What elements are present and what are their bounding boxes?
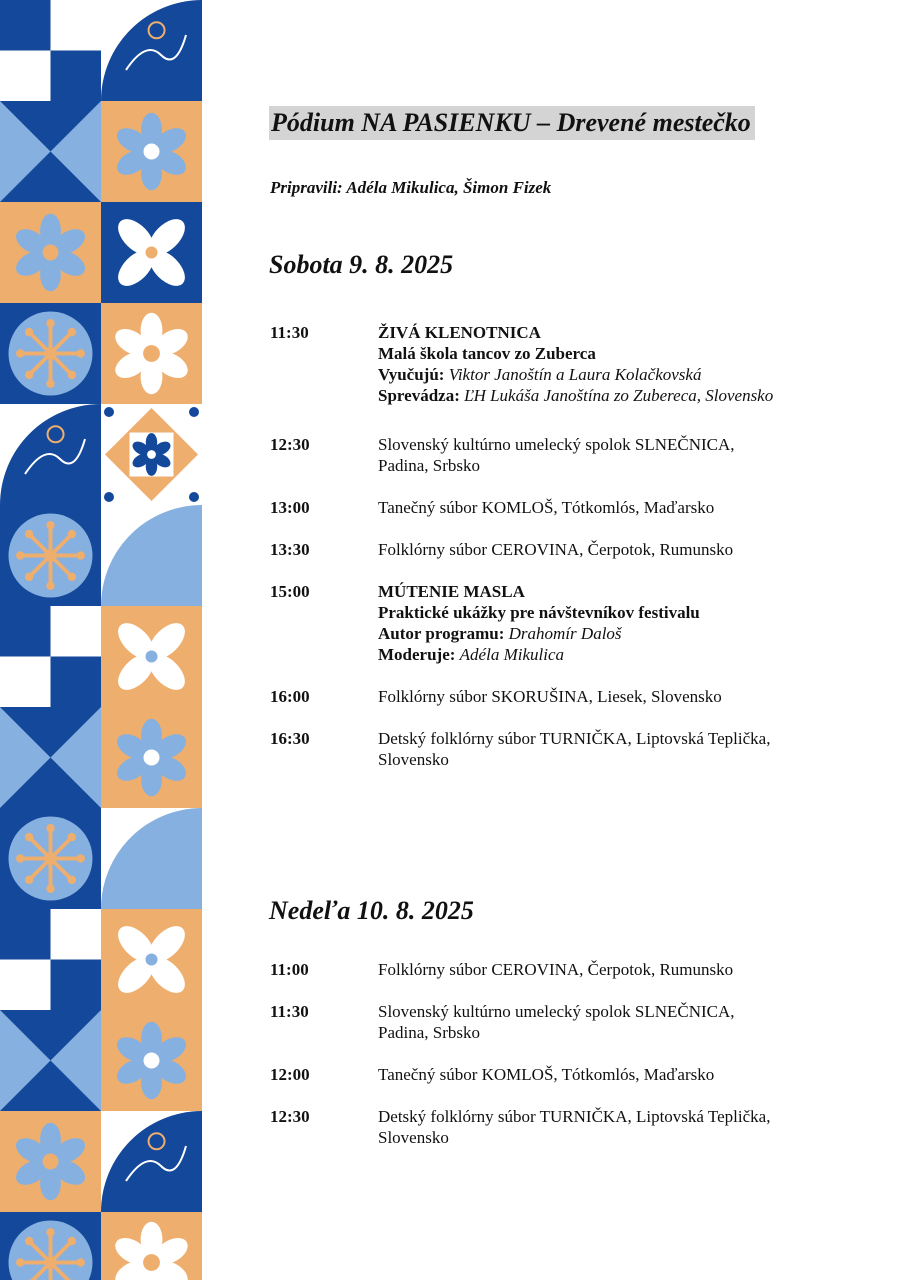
entry-label: Vyučujú: [378, 365, 445, 384]
entry-text: Folklórny súbor CEROVINA, Čerpotok, Rumunsko [378, 960, 734, 979]
entry-time: 13:30 [270, 540, 310, 559]
entry-text: Detský folklórny súbor TURNIČKA, Liptovská Teplička, [378, 729, 771, 748]
pattern-tile-blue-flower [0, 1111, 101, 1212]
entry-text: Slovenský kultúrno umelecký spolok SLNEČNICA, [378, 1002, 735, 1021]
entry-time: 13:00 [270, 498, 310, 517]
pattern-tile-quarter-circle [101, 505, 202, 606]
pattern-tile-orange-flower [101, 1010, 202, 1111]
entry-label: Moderuje: [378, 645, 456, 664]
pattern-tile-snowflake-circle [0, 808, 101, 909]
entry-text: Padina, Srbsko [378, 1023, 480, 1042]
entry-time: 11:30 [270, 323, 309, 342]
entry-text: Folklórny súbor CEROVINA, Čerpotok, Rumunsko [378, 540, 734, 559]
day-heading-sunday: Nedeľa 10. 8. 2025 [269, 896, 474, 925]
entry-value: Drahomír Daloš [508, 624, 622, 643]
pattern-tile-white-petals-on-blue [101, 202, 202, 303]
entry-value: ĽH Lukáša Janoštína zo Zubereca, Slovensko [464, 386, 774, 405]
day-heading-saturday: Sobota 9. 8. 2025 [269, 250, 454, 279]
prepared-by: Pripravili: Adéla Mikulica, Šimon Fizek [270, 178, 552, 197]
entry-time: 12:30 [270, 1107, 310, 1126]
pattern-tile-white-petals-on-orange [101, 606, 202, 707]
entry-label: Sprevádza: [378, 386, 460, 405]
entry-program-subtitle: Praktické ukážky pre návštevníkov festivalu [378, 603, 700, 622]
pattern-tile-bowtie-triangles [0, 1010, 101, 1111]
entry-time: 15:00 [270, 582, 310, 601]
entry-value: Viktor Janoštín a Laura Kolačkovská [448, 365, 702, 384]
entry-text: Padina, Srbsko [378, 456, 480, 475]
pattern-tile-checker [0, 909, 101, 1010]
folk-pattern-decoration [0, 0, 202, 1280]
pattern-tile-blue-flower [0, 202, 101, 303]
entry-program-subtitle: Malá škola tancov zo Zuberca [378, 344, 596, 363]
pattern-tile-snowflake-circle [0, 303, 101, 404]
pattern-tile-white-flower [101, 1212, 202, 1280]
entry-text: Slovensko [378, 1128, 449, 1147]
entry-program-name: ŽIVÁ KLENOTNICA [378, 323, 541, 342]
pattern-tile-bowtie-triangles [0, 101, 101, 202]
pattern-tile-dancer-corner [101, 0, 202, 101]
entry-text: Slovensko [378, 750, 449, 769]
pattern-tile-snowflake-circle [0, 1212, 101, 1280]
entry-value: Adéla Mikulica [459, 645, 564, 664]
entry-time: 11:00 [270, 960, 309, 979]
page-title: Pódium NA PASIENKU – Drevené mestečko [269, 106, 755, 140]
entry-label: Autor programu: [378, 624, 505, 643]
pattern-tile-diamond-flower [101, 404, 202, 505]
pattern-tile-snowflake-circle [0, 505, 101, 606]
entry-time: 12:00 [270, 1065, 310, 1084]
entry-time: 12:30 [270, 435, 310, 454]
entry-text: Folklórny súbor SKORUŠINA, Liesek, Slovensko [378, 687, 722, 706]
entry-program-name: MÚTENIE MASLA [378, 582, 525, 601]
pattern-tile-checker [0, 606, 101, 707]
entry-time: 16:00 [270, 687, 310, 706]
entry-text: Tanečný súbor KOMLOŠ, Tótkomlós, Maďarsko [378, 498, 715, 517]
pattern-tile-checker [0, 0, 101, 101]
entry-text: Tanečný súbor KOMLOŠ, Tótkomlós, Maďarsko [378, 1065, 715, 1084]
entry-text: Detský folklórny súbor TURNIČKA, Liptovská Teplička, [378, 1107, 771, 1126]
pattern-tile-white-petals-on-orange [101, 909, 202, 1010]
pattern-tile-dancer-corner [101, 1111, 202, 1212]
entry-time: 16:30 [270, 729, 310, 748]
pattern-tile-orange-flower [101, 101, 202, 202]
pattern-tile-bowtie-triangles [0, 707, 101, 808]
pattern-tile-dancer-corner [0, 404, 101, 505]
pattern-tile-orange-flower [101, 707, 202, 808]
entry-time: 11:30 [270, 1002, 309, 1021]
entry-text: Slovenský kultúrno umelecký spolok SLNEČNICA, [378, 435, 735, 454]
pattern-tile-quarter-circle [101, 808, 202, 909]
pattern-tile-white-flower [101, 303, 202, 404]
